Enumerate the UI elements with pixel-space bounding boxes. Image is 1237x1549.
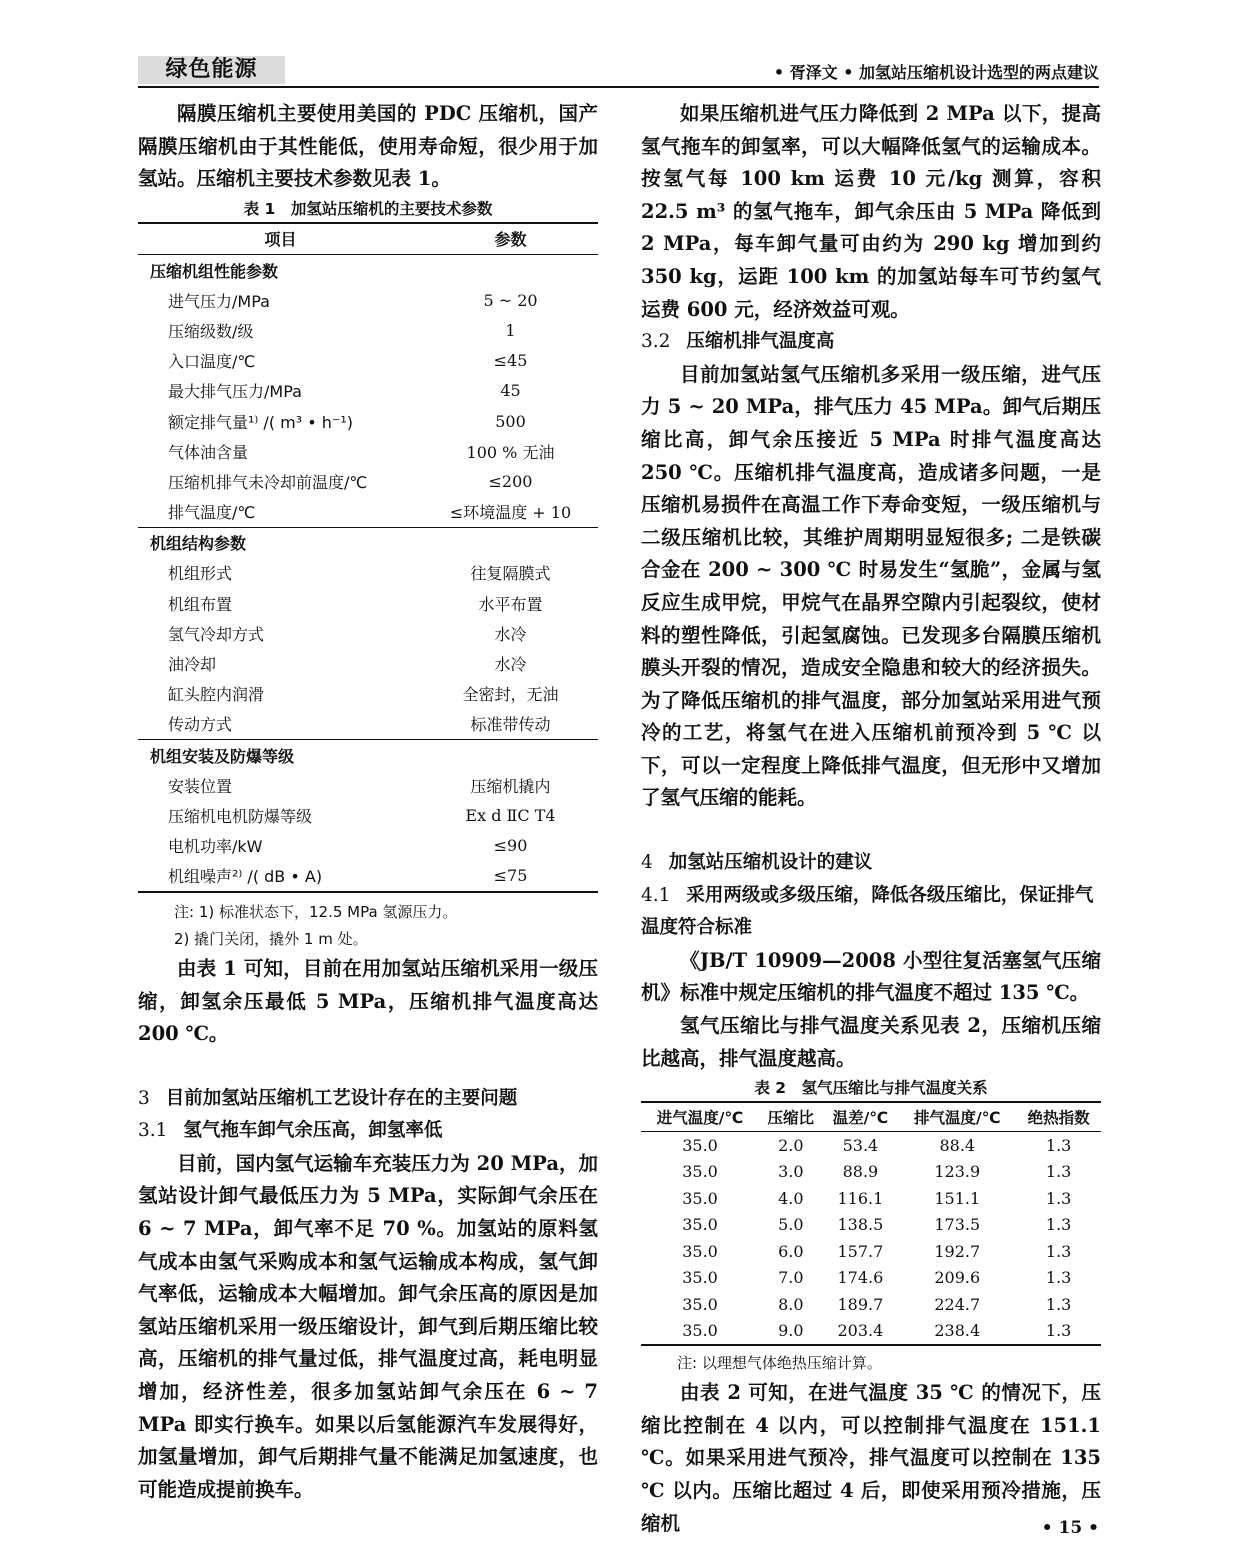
table2-cell: 123.9: [934, 1162, 981, 1182]
table1-cell-value: ≤环境温度 + 10: [449, 503, 572, 523]
table1-row: [138, 709, 598, 740]
table1-row: [138, 406, 598, 436]
table2-row: [641, 1318, 1101, 1346]
table2-cell: 173.5: [934, 1215, 981, 1235]
table1-cell-item: 压缩机排气未冷却前温度/℃: [168, 472, 368, 492]
right-column: [641, 98, 1101, 1540]
table2-cell: 4.0: [778, 1188, 804, 1208]
table1-cell-value: 标准带传动: [470, 715, 551, 735]
table1-cell-value: 500: [495, 411, 526, 431]
table1-cell-value: 1: [505, 320, 516, 340]
table1-cell-value: 水冷: [494, 655, 527, 674]
table2-cell: 88.9: [842, 1162, 879, 1182]
table2-cell: 203.4: [823, 1318, 899, 1346]
table1-cell-value: ≤75: [423, 861, 598, 892]
table2-cell: 192.7: [934, 1241, 981, 1261]
table1-row: [138, 558, 598, 588]
table2-cell: 35.0: [682, 1135, 718, 1155]
table2-header-cell: 排气温度/℃: [898, 1102, 1016, 1132]
table2-cell: 35.0: [682, 1188, 718, 1208]
table1-cell-value: 水平布置: [478, 594, 543, 614]
table1-group-row: [138, 527, 598, 558]
table1-cell-item: 缸头腔内润滑: [168, 685, 265, 705]
table2-cell: 116.1: [837, 1188, 884, 1208]
table1-cell-item: 传动方式: [168, 715, 233, 735]
table2-cell: 2.0: [778, 1135, 804, 1155]
section-3-1-number: 3.1: [138, 1120, 168, 1142]
right-paragraph-1: 如果压缩机进气压力降低到 2 MPa 以下，提高氢气拖车的卸氢率，可以大幅降低氢气的运输成本。按氢气每 100 km 运费 10 元/kg 测算，容积 22.5 m³ 的氢气拖车，卸气余压由 5 MPa 降低到 2 MPa，每车卸气量可由约为 290 kg 增加到约 350 kg，运距 100 km 的加氢站每车可节约氢气运费 600 元，经济效益可观。: [641, 102, 1101, 321]
table1-cell-value: Ex d ⅡC T4: [465, 805, 556, 825]
right-paragraph-3: 《JB/T 10909—2008 小型往复活塞氢气压缩机》标准中规定压缩机的排气温度不超过 135 ℃。: [641, 948, 1101, 1005]
section-tag: 绿色能源: [138, 56, 285, 84]
table2-cell: 1.3: [1045, 1215, 1072, 1235]
table1-group-title: 压缩机组性能参数: [150, 261, 279, 281]
section-3-title: 目前加氢站压缩机工艺设计存在的主要问题: [165, 1087, 518, 1109]
right-paragraph-2: 目前加氢站氢气压缩机多采用一级压缩，进气压力 5 ~ 20 MPa，排气压力 45 MPa。卸气后期压缩比高，卸气余压接近 5 MPa 时排气温度高达 250 ℃。压缩机排气温度高，造成诸多问题，一是压缩机易损件在高温工作下寿命变短，一级压缩机与二级压缩机比较，其维护周期明显短很多; 二是铁碳合金在 200 ~ 300 ℃ 时易发生“氢脆”，金属与氢反应生成甲烷，甲烷气在晶界空隙内引起裂纹，使材料的塑性降低，引起氢腐蚀。已发现多台隔膜压缩机膜头开裂的情况，造成安全隐患和较大的经济损失。为了降低压缩机的排气温度，部分加氢站采用进气预冷的工艺，将氢气在进入压缩机前预冷到 5 ℃ 以下，可以一定程度上降低排气温度，但无形中又增加了氢气压缩的能耗。: [641, 362, 1101, 810]
table2-cell: 35.0: [682, 1215, 718, 1235]
left-paragraph-1: 隔膜压缩机主要使用美国的 PDC 压缩机，国产隔膜压缩机由于其性能低，使用寿命短，很少用于加氢站。压缩机主要技术参数见表 1。: [138, 102, 598, 191]
table1: [138, 222, 598, 893]
table2-note: 注: 以理想气体绝热压缩计算。: [677, 1354, 882, 1373]
table1-cell-item: 安装位置: [168, 776, 233, 796]
table1-cell-value: 往复隔膜式: [470, 564, 551, 584]
table1-row: [138, 831, 598, 861]
table2-cell: 238.4: [898, 1318, 1016, 1346]
table1-cell-item: 氢气冷却方式: [168, 624, 265, 644]
table2-cell: 35.0: [682, 1162, 718, 1182]
table1-row: [138, 679, 598, 709]
table2-cell: 35.0: [682, 1241, 718, 1261]
section-3-2-title: 压缩机排气温度高: [686, 331, 835, 353]
table1-row: [138, 648, 598, 678]
section-4-heading: [641, 847, 1101, 880]
table1-cell-value: 5 ~ 20: [483, 290, 538, 310]
table1-row: [138, 861, 598, 892]
table2-row: [641, 1291, 1101, 1318]
table1-row: [138, 800, 598, 830]
section-3-1-heading: [138, 1115, 598, 1148]
table1-cell-value: 45: [500, 381, 521, 401]
table2-cell: 1.3: [1045, 1268, 1072, 1288]
section-4-1-title: 采用两级或多级压缩，降低各级压缩比，保证排气温度符合标准: [641, 884, 1094, 939]
table2-header: [641, 1102, 1101, 1132]
table2-cell: 1.3: [1016, 1318, 1101, 1346]
table1-row: [138, 315, 598, 345]
table2-cell: 35.0: [682, 1268, 718, 1288]
table2-cell: 6.0: [778, 1241, 804, 1261]
table2-cell: 53.4: [842, 1135, 879, 1155]
table1-col-item: 项目: [138, 223, 423, 255]
table1-note-1: 注: 1) 标准状态下，12.5 MPa 氢源压力。: [174, 902, 458, 921]
table1-col-value: 参数: [423, 223, 598, 255]
table1-row: [138, 346, 598, 376]
table1-cell-value: ≤200: [488, 471, 533, 491]
table1-cell-item: 机组噪声²⁾ /( dB • A): [138, 861, 423, 892]
table2-caption: 表 2 氢气压缩比与排气温度关系: [754, 1079, 988, 1098]
table2-row: [641, 1132, 1101, 1159]
table1-row: [138, 770, 598, 800]
table2-cell: 3.0: [778, 1162, 804, 1182]
table2-row: [641, 1212, 1101, 1239]
table2-cell: 1.3: [1045, 1188, 1072, 1208]
table1-cell-item: 入口温度/℃: [168, 352, 256, 372]
table1-cell-item: 气体油含量: [168, 442, 249, 462]
table1-cell-item: 电机功率/kW: [168, 837, 263, 857]
table2-cell: 88.4: [939, 1135, 976, 1155]
table2-cell: 1.3: [1045, 1135, 1072, 1155]
section-4-1-heading: [641, 880, 1101, 945]
section-4-number: 4: [641, 852, 653, 874]
table2-row: [641, 1159, 1101, 1186]
section-4-title: 加氢站压缩机设计的建议: [668, 852, 873, 874]
table2-cell: 151.1: [934, 1188, 981, 1208]
table2-row: [641, 1185, 1101, 1212]
table1-header: [138, 223, 598, 255]
table2-cell: 5.0: [778, 1215, 804, 1235]
right-paragraph-4: 氢气压缩比与排气温度关系见表 2，压缩机压缩比越高，排气温度越高。: [641, 1014, 1101, 1070]
table2-row: [641, 1238, 1101, 1265]
section-3-1-title: 氢气拖车卸气余压高，卸氢率低: [183, 1120, 443, 1142]
table2-row: [641, 1265, 1101, 1292]
table1-cell-item: 排气温度/℃: [168, 503, 256, 523]
table2-cell: 224.7: [934, 1294, 981, 1314]
table1-cell-item: 进气压力/MPa: [168, 291, 270, 311]
table2-cell: 35.0: [641, 1318, 759, 1346]
table1-group-title: 机组结构参数: [138, 527, 598, 558]
table1-group-row: [138, 739, 598, 770]
table1-row: [138, 588, 598, 618]
table1-cell-item: 额定排气量¹⁾ /( m³ • h⁻¹): [168, 412, 354, 432]
table2: [641, 1101, 1101, 1346]
table2-header-cell: 压缩比: [759, 1102, 823, 1132]
table1-cell-value: ≤90: [493, 836, 528, 856]
right-paragraph-5: 由表 2 可知，在进气温度 35 ℃ 的情况下，压缩比控制在 4 以内，可以控制排气温度在 151.1 ℃。如果采用进气预冷，排气温度可以控制在 135 ℃ 以内。压缩比超过 4 后，即使采用预冷措施，压缩机: [641, 1381, 1101, 1535]
table2-header-cell: 绝热指数: [1016, 1102, 1101, 1132]
table2-cell: 157.7: [837, 1241, 884, 1261]
table2-cell: 138.5: [837, 1215, 884, 1235]
table1-cell-value: 压缩机撬内: [470, 776, 551, 796]
table1-caption: 表 1 加氢站压缩机的主要技术参数: [243, 199, 493, 218]
table2-cell: 35.0: [682, 1294, 718, 1314]
table2-cell: 7.0: [778, 1268, 804, 1288]
table1-row: [138, 496, 598, 527]
page-number: • 15 •: [1041, 1518, 1099, 1538]
table2-cell: 9.0: [759, 1318, 823, 1346]
table1-cell-item: 压缩级数/级: [168, 321, 254, 341]
running-title: • 胥泽文 • 加氢站压缩机设计选型的两点建议: [773, 63, 1099, 82]
header-rule: [138, 86, 1099, 88]
table1-cell-item: 机组布置: [168, 594, 233, 614]
table1-cell-value: ≤45: [493, 351, 528, 371]
table1-cell-value: 水冷: [494, 624, 527, 644]
section-3-2-heading: [641, 326, 1101, 359]
left-column: [138, 98, 598, 1506]
table1-group-row: [138, 254, 598, 285]
table1-row: [138, 466, 598, 496]
table2-cell: 1.3: [1045, 1294, 1072, 1314]
section-3-heading: [138, 1083, 598, 1116]
table1-row: [138, 618, 598, 648]
table1-cell-item: 最大排气压力/MPa: [168, 382, 302, 402]
left-paragraph-3: 目前，国内氢气运输车充装压力为 20 MPa，加氢站设计卸气最低压力为 5 MPa，实际卸气余压在 6 ~ 7 MPa，卸气率不足 70 %。加氢站的原料氢气成本由氢气采购成本和氢气运输成本构成，氢气卸气率低，运输成本大幅增加。卸气余压高的原因是加氢站压缩机采用一级压缩设计，卸气到后期压缩比较高，压缩机的排气量过低，排气温度过高，耗电明显增加，经济性差，很多加氢站卸气余压在 6 ~ 7 MPa 即实行换车。如果以后氢能源汽车发展得好，加氢量增加，卸气后期排气量不能满足加氢速度，也可能造成提前换车。: [138, 1151, 598, 1501]
table2-header-cell: 温差/℃: [823, 1102, 899, 1132]
table2-header-cell: 进气温度/℃: [641, 1102, 759, 1132]
table1-group-title: 机组安装及防爆等级: [138, 739, 598, 770]
table2-cell: 8.0: [778, 1294, 804, 1314]
table2-cell: 189.7: [837, 1294, 884, 1314]
left-paragraph-2: 由表 1 可知，目前在用加氢站压缩机采用一级压缩，卸氢余压最低 5 MPa，压缩机排气温度高达 200 ℃。: [138, 956, 598, 1046]
table1-cell-item: 机组形式: [168, 564, 233, 584]
section-3-2-number: 3.2: [641, 331, 671, 353]
table1-row: [138, 285, 598, 315]
table1-cell-item: 油冷却: [168, 655, 217, 674]
section-4-1-number: 4.1: [641, 884, 671, 906]
table2-cell: 1.3: [1045, 1241, 1072, 1261]
table2-cell: 174.6: [837, 1268, 884, 1288]
table1-cell-value: 100 % 无油: [466, 442, 555, 462]
table1-cell-value: 全密封，无油: [462, 685, 559, 705]
table1-row: [138, 436, 598, 466]
table1-note-2: 2) 撬门关闭，撬外 1 m 处。: [174, 929, 368, 948]
table2-cell: 1.3: [1045, 1162, 1072, 1182]
section-3-number: 3: [138, 1087, 150, 1109]
table1-cell-item: 压缩机电机防爆等级: [168, 806, 313, 826]
table2-cell: 209.6: [934, 1268, 981, 1288]
table1-row: [138, 376, 598, 406]
